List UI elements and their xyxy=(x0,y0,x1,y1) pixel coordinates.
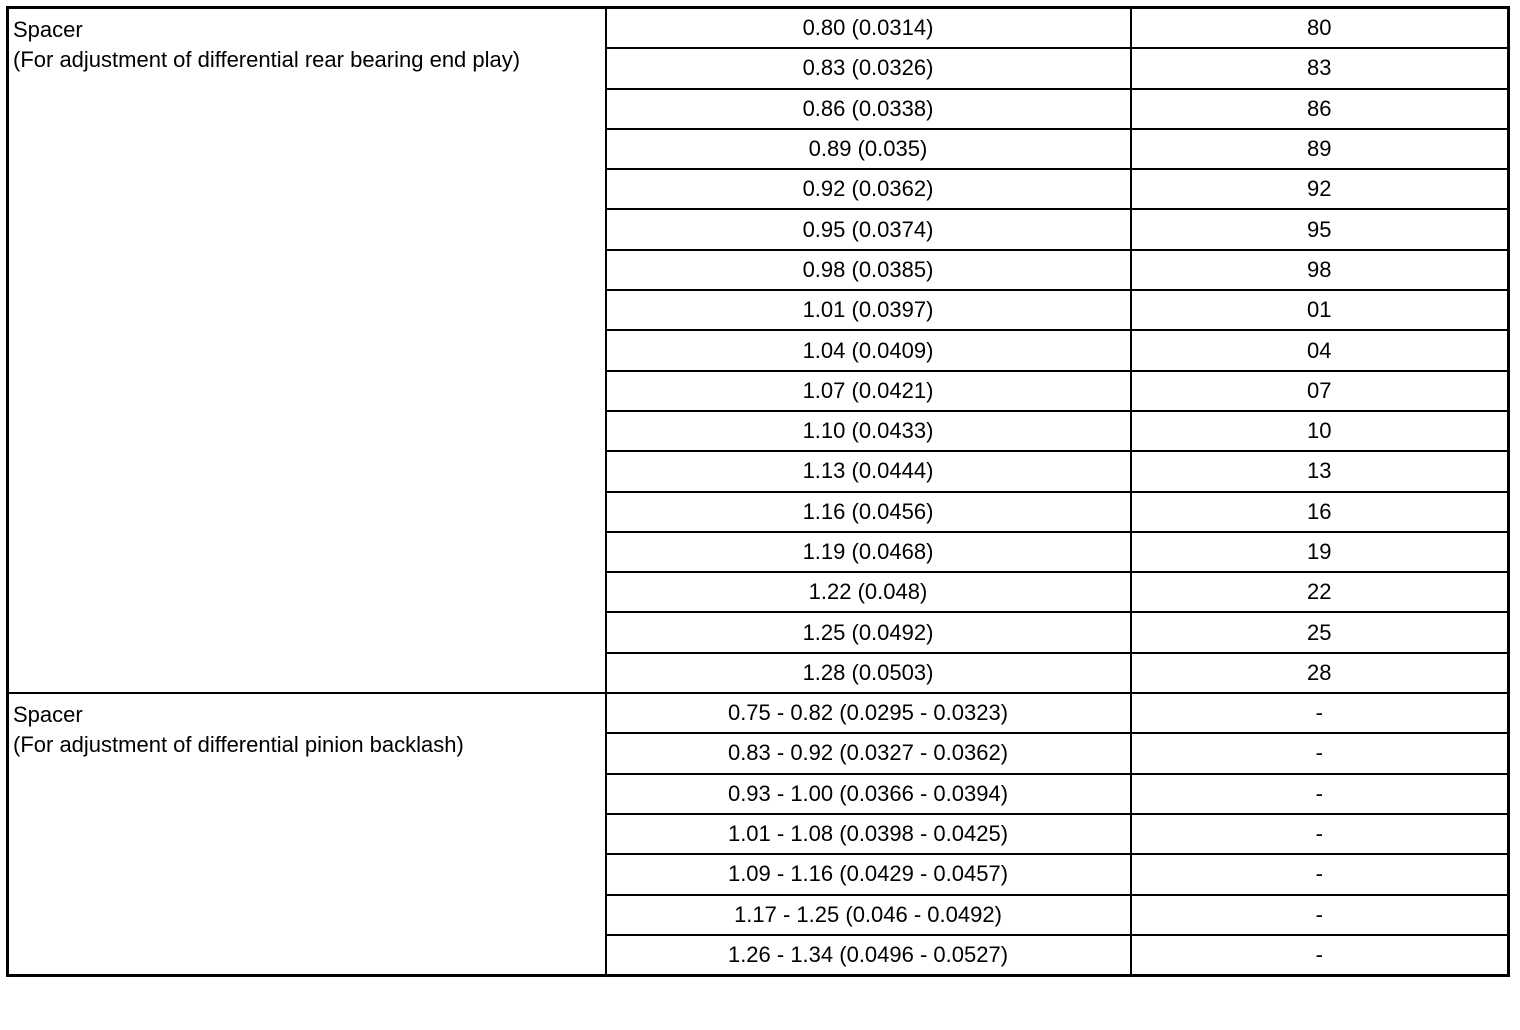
thickness-cell: 1.13 (0.0444) xyxy=(606,451,1131,491)
part-name-cell xyxy=(8,8,606,694)
identification-mark-cell: - xyxy=(1131,733,1509,773)
thickness-cell: 0.95 (0.0374) xyxy=(606,209,1131,249)
identification-mark-cell: 07 xyxy=(1131,371,1509,411)
identification-mark-cell: 95 xyxy=(1131,209,1509,249)
thickness-cell: 0.83 (0.0326) xyxy=(606,48,1131,88)
thickness-cell: 0.92 (0.0362) xyxy=(606,169,1131,209)
spacer-spec-table xyxy=(6,6,1510,977)
thickness-cell: 1.01 (0.0397) xyxy=(606,290,1131,330)
identification-mark-cell: 13 xyxy=(1131,451,1509,491)
identification-mark-cell: - xyxy=(1131,774,1509,814)
identification-mark-cell: 80 xyxy=(1131,8,1509,49)
identification-mark-cell: 10 xyxy=(1131,411,1509,451)
identification-mark-cell: - xyxy=(1131,854,1509,894)
identification-mark-cell: - xyxy=(1131,693,1509,733)
identification-mark-cell: 28 xyxy=(1131,653,1509,693)
table-row xyxy=(8,8,1509,49)
thickness-cell: 1.22 (0.048) xyxy=(606,572,1131,612)
thickness-cell: 1.04 (0.0409) xyxy=(606,330,1131,370)
part-name: Spacer xyxy=(13,702,83,728)
thickness-cell: 1.09 - 1.16 (0.0429 - 0.0457) xyxy=(606,854,1131,894)
part-name-cell xyxy=(8,693,606,976)
thickness-cell: 1.26 - 1.34 (0.0496 - 0.0527) xyxy=(606,935,1131,976)
thickness-cell: 1.16 (0.0456) xyxy=(606,492,1131,532)
thickness-cell: 1.01 - 1.08 (0.0398 - 0.0425) xyxy=(606,814,1131,854)
identification-mark-cell: 01 xyxy=(1131,290,1509,330)
part-description: (For adjustment of differential rear bearing end play) xyxy=(13,47,521,72)
identification-mark-cell: 86 xyxy=(1131,89,1509,129)
table-body xyxy=(8,8,1509,976)
thickness-cell: 0.83 - 0.92 (0.0327 - 0.0362) xyxy=(606,733,1131,773)
thickness-cell: 0.89 (0.035) xyxy=(606,129,1131,169)
thickness-cell: 1.25 (0.0492) xyxy=(606,612,1131,652)
identification-mark-cell: - xyxy=(1131,895,1509,935)
thickness-cell: 1.28 (0.0503) xyxy=(606,653,1131,693)
part-description: (For adjustment of differential pinion backlash) xyxy=(13,732,464,758)
thickness-cell: 1.19 (0.0468) xyxy=(606,532,1131,572)
thickness-cell: 0.86 (0.0338) xyxy=(606,89,1131,129)
identification-mark-cell: 98 xyxy=(1131,250,1509,290)
identification-mark-cell: 04 xyxy=(1131,330,1509,370)
thickness-cell: 1.07 (0.0421) xyxy=(606,371,1131,411)
identification-mark-cell: 22 xyxy=(1131,572,1509,612)
thickness-cell: 0.80 (0.0314) xyxy=(606,8,1131,49)
thickness-cell: 1.10 (0.0433) xyxy=(606,411,1131,451)
identification-mark-cell: 25 xyxy=(1131,612,1509,652)
thickness-cell: 1.17 - 1.25 (0.046 - 0.0492) xyxy=(606,895,1131,935)
thickness-cell: 0.98 (0.0385) xyxy=(606,250,1131,290)
identification-mark-cell: 89 xyxy=(1131,129,1509,169)
identification-mark-cell: - xyxy=(1131,814,1509,854)
identification-mark-cell: 19 xyxy=(1131,532,1509,572)
table-row xyxy=(8,693,1509,733)
part-name: Spacer xyxy=(13,17,83,42)
identification-mark-cell: 92 xyxy=(1131,169,1509,209)
thickness-cell: 0.93 - 1.00 (0.0366 - 0.0394) xyxy=(606,774,1131,814)
thickness-cell: 0.75 - 0.82 (0.0295 - 0.0323) xyxy=(606,693,1131,733)
identification-mark-cell: - xyxy=(1131,935,1509,976)
identification-mark-cell: 16 xyxy=(1131,492,1509,532)
identification-mark-cell: 83 xyxy=(1131,48,1509,88)
